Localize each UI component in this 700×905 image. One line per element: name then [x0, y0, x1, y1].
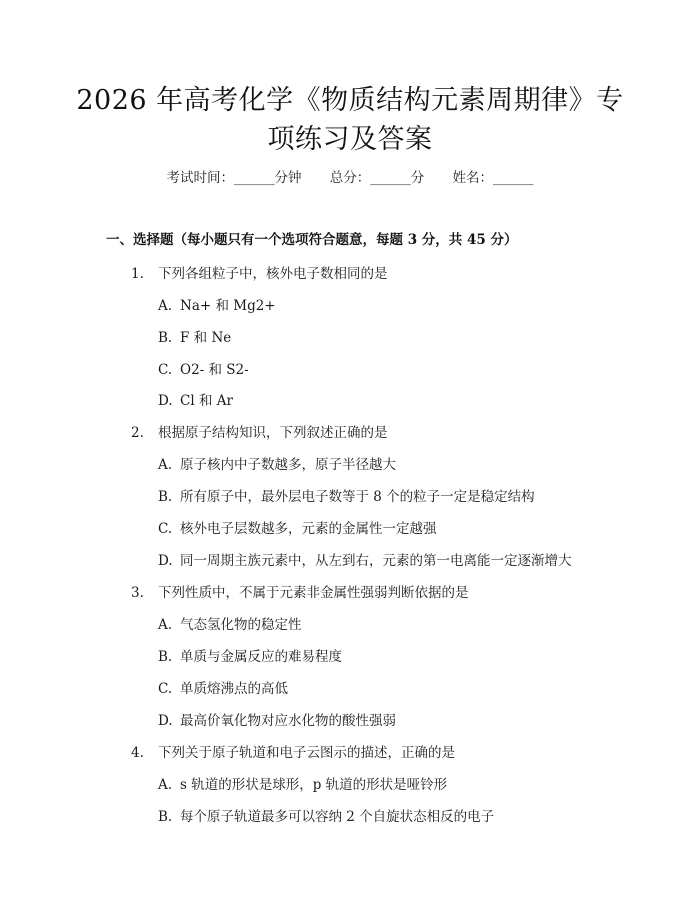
question-number: 4.	[131, 745, 144, 761]
question-1-option-a	[158, 294, 276, 314]
option-text: 最高价氧化物对应水化物的酸性强弱	[180, 713, 396, 729]
question-number: 1.	[131, 266, 144, 282]
question-number: 2.	[131, 425, 144, 441]
exam-time-field: 考试时间：______分钟	[166, 170, 302, 186]
option-letter: A.	[158, 298, 173, 314]
exam-score-field: 总分：______分	[329, 170, 425, 186]
question-3-option-d	[158, 709, 396, 729]
question-number: 3.	[131, 585, 144, 601]
exam-info	[0, 166, 700, 186]
option-letter: D.	[158, 393, 173, 409]
option-letter: D.	[158, 713, 173, 729]
document-title-line-2: 项练习及答案	[267, 124, 433, 155]
option-text: 核外电子层数越多，元素的金属性一定越强	[180, 521, 437, 537]
section-heading-choice: 一、选择题（每小题只有一个选项符合题意，每题 3 分，共 45 分）	[106, 232, 518, 248]
question-text: 下列各组粒子中，核外电子数相同的是	[158, 266, 388, 282]
option-text: 单质熔沸点的高低	[180, 681, 288, 697]
question-text: 根据原子结构知识，下列叙述正确的是	[158, 425, 388, 441]
question-3	[131, 581, 469, 601]
option-letter: B.	[158, 489, 173, 505]
option-text: Na+ 和 Mg2+	[180, 298, 276, 314]
option-letter: B.	[158, 649, 173, 665]
question-4-option-b	[158, 805, 494, 825]
option-text: 原子核内中子数越多，原子半径越大	[180, 457, 396, 473]
option-letter: A.	[158, 457, 173, 473]
question-3-option-c	[158, 677, 288, 697]
option-letter: C.	[158, 521, 173, 537]
option-text: Cl 和 Ar	[180, 393, 233, 409]
question-1-option-b	[158, 326, 231, 346]
option-letter: C.	[158, 362, 173, 378]
question-3-option-b	[158, 645, 342, 665]
question-2-option-d	[158, 549, 572, 569]
question-1-option-d	[158, 389, 233, 409]
document-title-line-1: 2026 年高考化学《物质结构元素周期律》专	[76, 85, 624, 116]
question-3-option-a	[158, 613, 302, 633]
option-text: F 和 Ne	[180, 330, 232, 346]
question-text: 下列性质中，不属于元素非金属性强弱判断依据的是	[158, 585, 469, 601]
question-4	[131, 741, 455, 761]
option-text: 所有原子中，最外层电子数等于 8 个的粒子一定是稳定结构	[180, 489, 535, 505]
question-text: 下列关于原子轨道和电子云图示的描述，正确的是	[158, 745, 455, 761]
option-text: O2- 和 S2-	[180, 362, 249, 378]
option-letter: C.	[158, 681, 173, 697]
question-1	[131, 262, 388, 282]
option-letter: A.	[158, 777, 173, 793]
option-text: s 轨道的形状是球形，p 轨道的形状是哑铃形	[180, 777, 448, 793]
option-text: 同一周期主族元素中，从左到右，元素的第一电离能一定逐渐增大	[180, 553, 572, 569]
question-2-option-b	[158, 485, 535, 505]
option-text: 每个原子轨道最多可以容纳 2 个自旋状态相反的电子	[180, 809, 495, 825]
option-letter: B.	[158, 809, 173, 825]
question-2-option-a	[158, 453, 396, 473]
question-1-option-c	[158, 358, 249, 378]
student-name-field: 姓名：______	[452, 170, 534, 186]
question-2-option-c	[158, 517, 437, 537]
option-letter: D.	[158, 553, 173, 569]
option-letter: B.	[158, 330, 173, 346]
question-2	[131, 421, 388, 441]
question-4-option-a	[158, 773, 447, 793]
option-text: 单质与金属反应的难易程度	[180, 649, 342, 665]
option-text: 气态氢化物的稳定性	[180, 617, 302, 633]
option-letter: A.	[158, 617, 173, 633]
